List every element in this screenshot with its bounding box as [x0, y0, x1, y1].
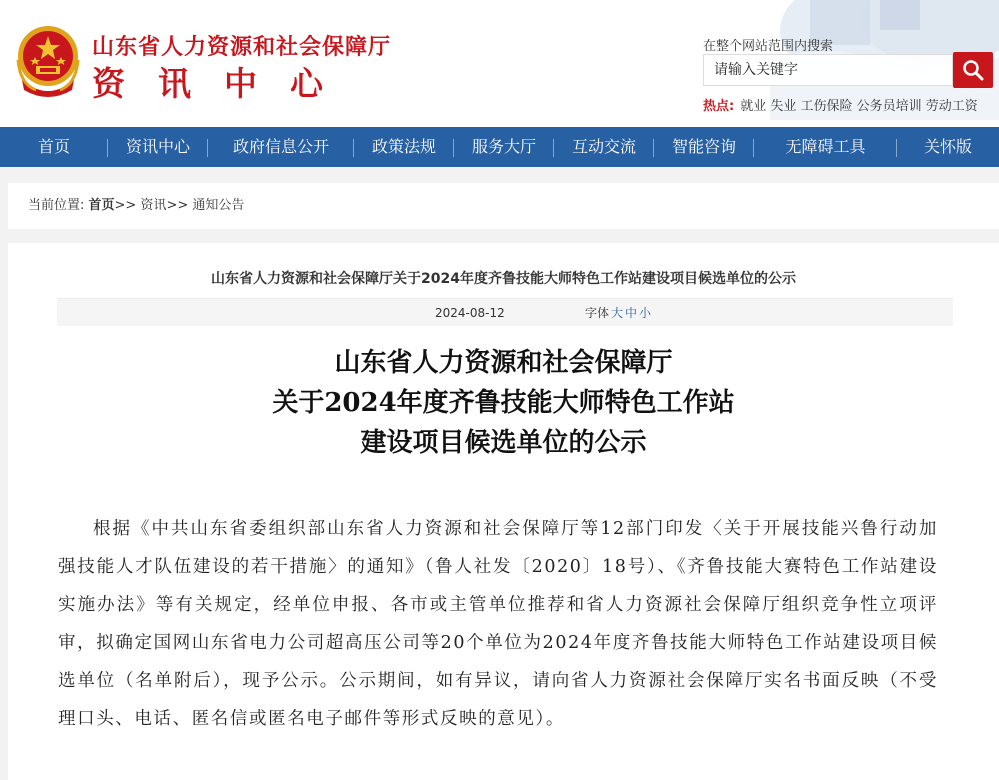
breadcrumb-home[interactable]: 首页 — [88, 198, 115, 213]
hot-topics — [703, 95, 978, 114]
nav-item-policy[interactable]: 政策法规 — [354, 127, 454, 167]
font-small-link[interactable]: 小 — [639, 306, 652, 320]
site-subtitle: 资讯中心 — [92, 64, 356, 103]
font-large-link[interactable]: 大 — [611, 306, 624, 320]
breadcrumb — [8, 183, 999, 229]
font-medium-link[interactable]: 中 — [625, 306, 638, 320]
nav-item-service-hall[interactable]: 服务大厅 — [454, 127, 554, 167]
nav-item-interaction[interactable]: 互动交流 — [554, 127, 654, 167]
nav-item-gov-info[interactable]: 政府信息公开 — [208, 127, 354, 167]
hot-label: 热点: — [703, 99, 735, 114]
site-title: 山东省人力资源和社会保障厅 — [92, 34, 392, 60]
article-meta — [57, 298, 953, 326]
main-nav — [0, 127, 999, 167]
breadcrumb-prefix: 当前位置: — [28, 198, 89, 213]
publish-date: 2024-08-12 — [435, 306, 505, 320]
hot-links[interactable]: 就业 失业 工伤保险 公务员培训 劳动工资 — [740, 99, 978, 114]
document-title-line1: 山东省人力资源和社会保障厅 — [334, 348, 673, 378]
nav-item-home[interactable]: 首页 — [0, 127, 108, 167]
search-label: 在整个网站范围内搜索 — [703, 39, 834, 54]
search-icon — [962, 59, 984, 81]
font-size-switcher — [585, 299, 651, 327]
font-size-label: 字体 — [585, 306, 610, 320]
document-title-line3: 建设项目候选单位的公示 — [360, 428, 647, 458]
nav-item-care-version[interactable]: 关怀版 — [923, 137, 972, 156]
document-title — [8, 343, 999, 463]
breadcrumb-rest[interactable]: >> 资讯>> 通知公告 — [114, 198, 245, 213]
document-title-line2: 关于2024年度齐鲁技能大师特色工作站 — [272, 388, 735, 418]
search-input[interactable]: 请输入关键字 — [703, 54, 953, 86]
search-button[interactable] — [953, 52, 993, 88]
national-emblem-icon — [14, 20, 82, 98]
nav-item-accessibility[interactable]: 无障碍工具 — [754, 127, 897, 167]
article — [8, 243, 999, 780]
article-header-title: 山东省人力资源和社会保障厅关于2024年度齐鲁技能大师特色工作站建设项目候选单位的公示 — [211, 271, 796, 287]
nav-item-smart-consult[interactable]: 智能咨询 — [654, 127, 754, 167]
article-body: 根据《中共山东省委组织部山东省人力资源和社会保障厅等12部门印发〈关于开展技能兴鲁行动加强技能人才队伍建设的若干措施〉的通知》（鲁人社发〔2020〕18号）、《齐鲁技能大赛特色工作站建设实施办法》等有关规定，经单位申报、各市或主管单位推荐和省人力资源社会保障厅组织竞争性立项评审，拟确定国网山东省电力公司超高压公司等20个单位为2024年度齐鲁技能大师特色工作站建设项目候选单位（名单附后），现予公示。公示期间，如有异议，请向省人力资源社会保障厅实名书面反映（不受理口头、电话、匿名信或匿名电子邮件等形式反映的意见）。 — [58, 519, 938, 729]
site-header — [0, 0, 999, 127]
nav-item-news-center[interactable]: 资讯中心 — [108, 127, 208, 167]
